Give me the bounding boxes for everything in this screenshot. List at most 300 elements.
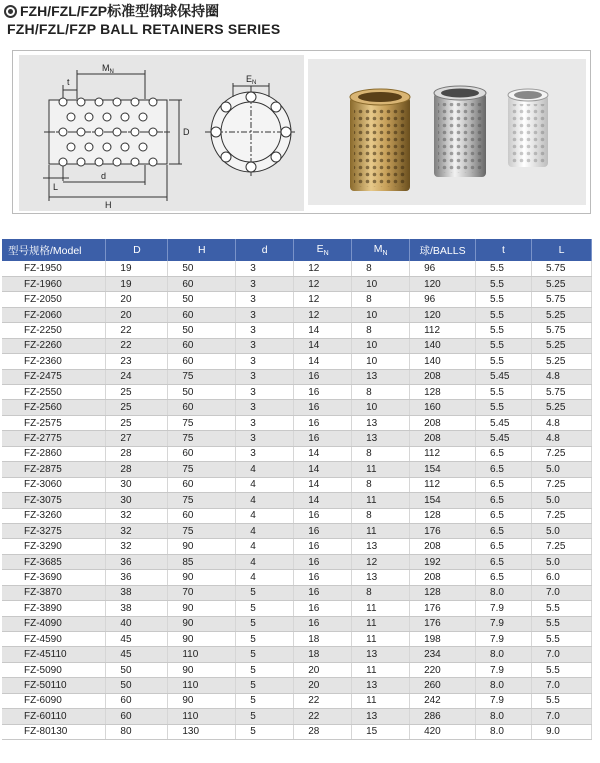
cell-balls: 128 (410, 508, 476, 523)
cell-model: FZ-2575 (2, 415, 106, 430)
page-header (4, 2, 280, 37)
cell-balls: 154 (410, 493, 476, 508)
cell-EN: 14 (294, 338, 352, 353)
cell-D: 28 (106, 462, 168, 477)
cell-H: 90 (168, 601, 236, 616)
label-L: L (53, 182, 59, 192)
cell-H: 75 (168, 431, 236, 446)
cell-t: 6.5 (476, 539, 532, 554)
cell-H: 110 (168, 709, 236, 724)
cell-MN: 10 (352, 400, 410, 415)
figure-panel (12, 50, 591, 214)
cell-t: 7.9 (476, 601, 532, 616)
cell-model: FZ-1960 (2, 276, 106, 291)
cell-EN: 16 (294, 431, 352, 446)
cell-H: 60 (168, 446, 236, 461)
cell-d: 5 (236, 601, 294, 616)
cell-D: 36 (106, 554, 168, 569)
table-row (2, 354, 592, 369)
cell-MN: 8 (352, 585, 410, 600)
cell-model: FZ-3060 (2, 477, 106, 492)
cell-d: 3 (236, 276, 294, 291)
cell-H: 75 (168, 462, 236, 477)
brass-retainer (350, 89, 410, 191)
cell-MN: 8 (352, 477, 410, 492)
cell-model: FZ-2875 (2, 462, 106, 477)
cell-d: 3 (236, 292, 294, 307)
cell-EN: 16 (294, 523, 352, 538)
cell-t: 5.5 (476, 307, 532, 322)
cell-H: 75 (168, 415, 236, 430)
cell-d: 4 (236, 570, 294, 585)
cell-model: FZ-2475 (2, 369, 106, 384)
table-row (2, 385, 592, 400)
cell-MN: 13 (352, 369, 410, 384)
cell-balls: 242 (410, 693, 476, 708)
specs-table (2, 239, 592, 740)
cell-t: 5.45 (476, 415, 532, 430)
cell-D: 24 (106, 369, 168, 384)
cell-t: 5.5 (476, 338, 532, 353)
table-row (2, 493, 592, 508)
cell-D: 45 (106, 632, 168, 647)
cell-d: 4 (236, 493, 294, 508)
cell-balls: 128 (410, 585, 476, 600)
table-row (2, 539, 592, 554)
table-row (2, 693, 592, 708)
cell-t: 7.9 (476, 632, 532, 647)
cell-d: 4 (236, 508, 294, 523)
cell-balls: 112 (410, 477, 476, 492)
cell-H: 60 (168, 508, 236, 523)
cell-model: FZ-3870 (2, 585, 106, 600)
cell-model: FZ-2360 (2, 354, 106, 369)
cell-L: 5.5 (531, 616, 591, 631)
cell-H: 90 (168, 616, 236, 631)
cell-MN: 10 (352, 276, 410, 291)
cell-EN: 14 (294, 462, 352, 477)
cell-D: 60 (106, 709, 168, 724)
cell-L: 5.0 (531, 493, 591, 508)
cell-d: 3 (236, 446, 294, 461)
cell-EN: 18 (294, 647, 352, 662)
cell-balls: 112 (410, 446, 476, 461)
cell-L: 7.0 (531, 647, 591, 662)
cell-D: 30 (106, 477, 168, 492)
cell-EN: 16 (294, 585, 352, 600)
cell-MN: 13 (352, 678, 410, 693)
table-row (2, 647, 592, 662)
cell-L: 5.25 (531, 400, 591, 415)
cell-D: 30 (106, 493, 168, 508)
table-row (2, 709, 592, 724)
table-row (2, 338, 592, 353)
cell-t: 5.5 (476, 385, 532, 400)
cell-balls: 208 (410, 369, 476, 384)
cell-d: 3 (236, 385, 294, 400)
col-header-model: 型号规格/Model (2, 239, 106, 261)
table-row (2, 307, 592, 322)
cell-H: 90 (168, 539, 236, 554)
cell-D: 32 (106, 539, 168, 554)
cell-H: 90 (168, 693, 236, 708)
cell-balls: 96 (410, 292, 476, 307)
cell-t: 5.45 (476, 369, 532, 384)
cell-t: 8.0 (476, 678, 532, 693)
label-en: $E_N$ (246, 74, 257, 86)
cell-H: 90 (168, 570, 236, 585)
cell-t: 6.5 (476, 462, 532, 477)
cell-d: 3 (236, 400, 294, 415)
cell-H: 60 (168, 338, 236, 353)
cell-H: 130 (168, 724, 236, 739)
cell-model: FZ-2050 (2, 292, 106, 307)
cell-D: 25 (106, 385, 168, 400)
table-row (2, 508, 592, 523)
product-photo (308, 59, 586, 205)
col-header-L: L (531, 239, 591, 261)
cell-t: 6.5 (476, 446, 532, 461)
cell-MN: 12 (352, 554, 410, 569)
cell-L: 7.0 (531, 709, 591, 724)
cell-d: 5 (236, 693, 294, 708)
cell-model: FZ-2060 (2, 307, 106, 322)
cell-H: 110 (168, 678, 236, 693)
cell-MN: 8 (352, 446, 410, 461)
cell-balls: 160 (410, 400, 476, 415)
cell-t: 5.5 (476, 276, 532, 291)
cell-MN: 11 (352, 601, 410, 616)
cell-D: 19 (106, 261, 168, 276)
cell-D: 38 (106, 585, 168, 600)
cell-EN: 16 (294, 400, 352, 415)
cell-MN: 8 (352, 261, 410, 276)
cell-D: 19 (106, 276, 168, 291)
title-cn-line (4, 2, 280, 20)
table-header-row (2, 239, 592, 261)
cell-model: FZ-2860 (2, 446, 106, 461)
table-row (2, 400, 592, 415)
cell-H: 60 (168, 307, 236, 322)
cell-model: FZ-2550 (2, 385, 106, 400)
cell-D: 45 (106, 647, 168, 662)
cell-t: 6.5 (476, 554, 532, 569)
cell-EN: 18 (294, 632, 352, 647)
cell-L: 5.5 (531, 632, 591, 647)
cell-d: 3 (236, 431, 294, 446)
cell-EN: 12 (294, 292, 352, 307)
cell-model: FZ-3890 (2, 601, 106, 616)
table-row (2, 276, 592, 291)
cell-balls: 120 (410, 276, 476, 291)
cell-D: 20 (106, 307, 168, 322)
cell-EN: 16 (294, 385, 352, 400)
steel-retainer (434, 86, 486, 177)
cell-d: 5 (236, 678, 294, 693)
cell-H: 60 (168, 276, 236, 291)
cell-H: 60 (168, 354, 236, 369)
cell-t: 7.9 (476, 616, 532, 631)
cell-balls: 220 (410, 662, 476, 677)
cell-balls: 140 (410, 338, 476, 353)
cell-balls: 120 (410, 307, 476, 322)
table-row (2, 523, 592, 538)
table-row (2, 662, 592, 677)
col-header-balls: 球/BALLS (410, 239, 476, 261)
title-en: FZH/FZL/FZP BALL RETAINERS SERIES (7, 21, 281, 37)
cell-L: 5.5 (531, 662, 591, 677)
cell-balls: 208 (410, 415, 476, 430)
cell-t: 7.9 (476, 693, 532, 708)
label-H: H (105, 200, 112, 210)
cell-MN: 8 (352, 508, 410, 523)
cell-t: 5.5 (476, 354, 532, 369)
cell-H: 50 (168, 385, 236, 400)
cell-MN: 11 (352, 662, 410, 677)
table-row (2, 678, 592, 693)
cell-model: FZ-2250 (2, 323, 106, 338)
cell-D: 28 (106, 446, 168, 461)
cell-H: 50 (168, 292, 236, 307)
cell-EN: 16 (294, 570, 352, 585)
cell-MN: 11 (352, 462, 410, 477)
cell-EN: 20 (294, 662, 352, 677)
cell-model: FZ-2260 (2, 338, 106, 353)
cell-L: 5.0 (531, 462, 591, 477)
cell-EN: 16 (294, 554, 352, 569)
cell-MN: 11 (352, 523, 410, 538)
cell-model: FZ-3690 (2, 570, 106, 585)
cell-EN: 16 (294, 539, 352, 554)
cell-model: FZ-3290 (2, 539, 106, 554)
cell-d: 4 (236, 523, 294, 538)
cell-D: 22 (106, 323, 168, 338)
cell-t: 8.0 (476, 585, 532, 600)
cell-L: 5.0 (531, 523, 591, 538)
cell-D: 20 (106, 292, 168, 307)
cell-model: FZ-3260 (2, 508, 106, 523)
cell-D: 32 (106, 523, 168, 538)
label-D: D (183, 127, 190, 137)
cell-model: FZ-60110 (2, 709, 106, 724)
cell-L: 7.0 (531, 678, 591, 693)
cell-t: 8.0 (476, 724, 532, 739)
cell-t: 6.5 (476, 570, 532, 585)
cell-L: 7.25 (531, 446, 591, 461)
cell-model: FZ-6090 (2, 693, 106, 708)
cell-t: 5.5 (476, 261, 532, 276)
cell-H: 70 (168, 585, 236, 600)
cell-model: FZ-1950 (2, 261, 106, 276)
cell-L: 5.25 (531, 338, 591, 353)
cell-D: 36 (106, 570, 168, 585)
title-cn: FZH/FZL/FZP标准型钢球保持圈 (20, 3, 220, 19)
cell-L: 5.0 (531, 554, 591, 569)
table-row (2, 601, 592, 616)
cell-H: 85 (168, 554, 236, 569)
cell-MN: 10 (352, 354, 410, 369)
cell-EN: 22 (294, 693, 352, 708)
cell-EN: 20 (294, 678, 352, 693)
cell-D: 60 (106, 693, 168, 708)
cell-MN: 11 (352, 616, 410, 631)
cell-model: FZ-45110 (2, 647, 106, 662)
cell-L: 5.5 (531, 601, 591, 616)
cell-balls: 260 (410, 678, 476, 693)
cell-H: 60 (168, 400, 236, 415)
cell-MN: 13 (352, 570, 410, 585)
cell-model: FZ-3275 (2, 523, 106, 538)
cell-D: 40 (106, 616, 168, 631)
cell-d: 3 (236, 261, 294, 276)
cell-d: 5 (236, 662, 294, 677)
cell-balls: 192 (410, 554, 476, 569)
cell-EN: 16 (294, 508, 352, 523)
cell-D: 80 (106, 724, 168, 739)
label-d: d (101, 171, 107, 181)
cell-L: 7.25 (531, 539, 591, 554)
cell-MN: 11 (352, 632, 410, 647)
cell-EN: 28 (294, 724, 352, 739)
cell-d: 5 (236, 724, 294, 739)
cell-balls: 96 (410, 261, 476, 276)
cell-EN: 14 (294, 477, 352, 492)
cell-model: FZ-2775 (2, 431, 106, 446)
cell-model: FZ-3685 (2, 554, 106, 569)
col-header-D: D (106, 239, 168, 261)
cell-H: 110 (168, 647, 236, 662)
cell-EN: 14 (294, 446, 352, 461)
cell-L: 5.75 (531, 385, 591, 400)
table-row (2, 570, 592, 585)
cell-d: 5 (236, 616, 294, 631)
cell-L: 5.25 (531, 354, 591, 369)
cell-D: 22 (106, 338, 168, 353)
cell-model: FZ-50110 (2, 678, 106, 693)
cell-t: 6.5 (476, 493, 532, 508)
cell-D: 25 (106, 415, 168, 430)
cell-MN: 13 (352, 539, 410, 554)
col-header-d: d (236, 239, 294, 261)
label-mn: $M_N$ (102, 63, 114, 75)
cell-L: 7.25 (531, 477, 591, 492)
cell-balls: 140 (410, 354, 476, 369)
cell-t: 8.0 (476, 647, 532, 662)
cell-EN: 14 (294, 323, 352, 338)
cell-t: 8.0 (476, 709, 532, 724)
cell-D: 23 (106, 354, 168, 369)
cell-EN: 14 (294, 493, 352, 508)
cell-t: 5.5 (476, 323, 532, 338)
cell-t: 5.5 (476, 292, 532, 307)
cell-d: 3 (236, 338, 294, 353)
cell-H: 90 (168, 662, 236, 677)
col-header-t: t (476, 239, 532, 261)
cell-d: 5 (236, 632, 294, 647)
plastic-retainer (508, 89, 548, 167)
cell-D: 32 (106, 508, 168, 523)
table-row (2, 292, 592, 307)
cell-H: 75 (168, 493, 236, 508)
bullet-icon (4, 5, 17, 18)
cell-MN: 13 (352, 647, 410, 662)
cell-d: 3 (236, 415, 294, 430)
cell-L: 7.25 (531, 508, 591, 523)
cell-L: 7.0 (531, 585, 591, 600)
cell-H: 50 (168, 261, 236, 276)
cell-t: 6.5 (476, 508, 532, 523)
cell-L: 5.75 (531, 261, 591, 276)
cell-t: 6.5 (476, 523, 532, 538)
cell-L: 5.75 (531, 323, 591, 338)
cell-EN: 12 (294, 276, 352, 291)
cell-D: 38 (106, 601, 168, 616)
cell-d: 5 (236, 647, 294, 662)
cell-EN: 16 (294, 616, 352, 631)
cell-MN: 11 (352, 693, 410, 708)
cell-D: 27 (106, 431, 168, 446)
cell-t: 6.5 (476, 477, 532, 492)
cell-L: 6.0 (531, 570, 591, 585)
photo-svg (308, 59, 586, 205)
cell-t: 7.9 (476, 662, 532, 677)
cell-MN: 10 (352, 338, 410, 353)
cell-t: 5.45 (476, 431, 532, 446)
cell-EN: 14 (294, 354, 352, 369)
col-header-EN: $E_N$ (294, 239, 352, 261)
cell-MN: 13 (352, 709, 410, 724)
cell-balls: 208 (410, 539, 476, 554)
cell-d: 3 (236, 323, 294, 338)
cell-L: 5.75 (531, 292, 591, 307)
cell-L: 4.8 (531, 369, 591, 384)
cell-model: FZ-4090 (2, 616, 106, 631)
cell-H: 50 (168, 323, 236, 338)
table-row (2, 585, 592, 600)
cell-MN: 8 (352, 385, 410, 400)
cell-model: FZ-3075 (2, 493, 106, 508)
cell-EN: 16 (294, 369, 352, 384)
cell-MN: 13 (352, 415, 410, 430)
cell-model: FZ-5090 (2, 662, 106, 677)
cell-model: FZ-80130 (2, 724, 106, 739)
col-header-H: H (168, 239, 236, 261)
cell-d: 4 (236, 462, 294, 477)
cell-balls: 176 (410, 616, 476, 631)
table-row (2, 446, 592, 461)
cell-d: 4 (236, 554, 294, 569)
cell-L: 5.5 (531, 693, 591, 708)
cell-model: FZ-4590 (2, 632, 106, 647)
cell-MN: 13 (352, 431, 410, 446)
cell-MN: 15 (352, 724, 410, 739)
cell-D: 25 (106, 400, 168, 415)
cell-balls: 112 (410, 323, 476, 338)
table-body (2, 261, 592, 740)
cell-balls: 286 (410, 709, 476, 724)
cell-d: 4 (236, 477, 294, 492)
technical-drawing (19, 55, 304, 211)
cell-balls: 420 (410, 724, 476, 739)
label-t: t (67, 77, 70, 87)
cell-L: 9.0 (531, 724, 591, 739)
cell-balls: 176 (410, 601, 476, 616)
cell-D: 50 (106, 662, 168, 677)
table-row (2, 415, 592, 430)
cell-balls: 128 (410, 385, 476, 400)
cell-balls: 154 (410, 462, 476, 477)
cell-EN: 16 (294, 415, 352, 430)
